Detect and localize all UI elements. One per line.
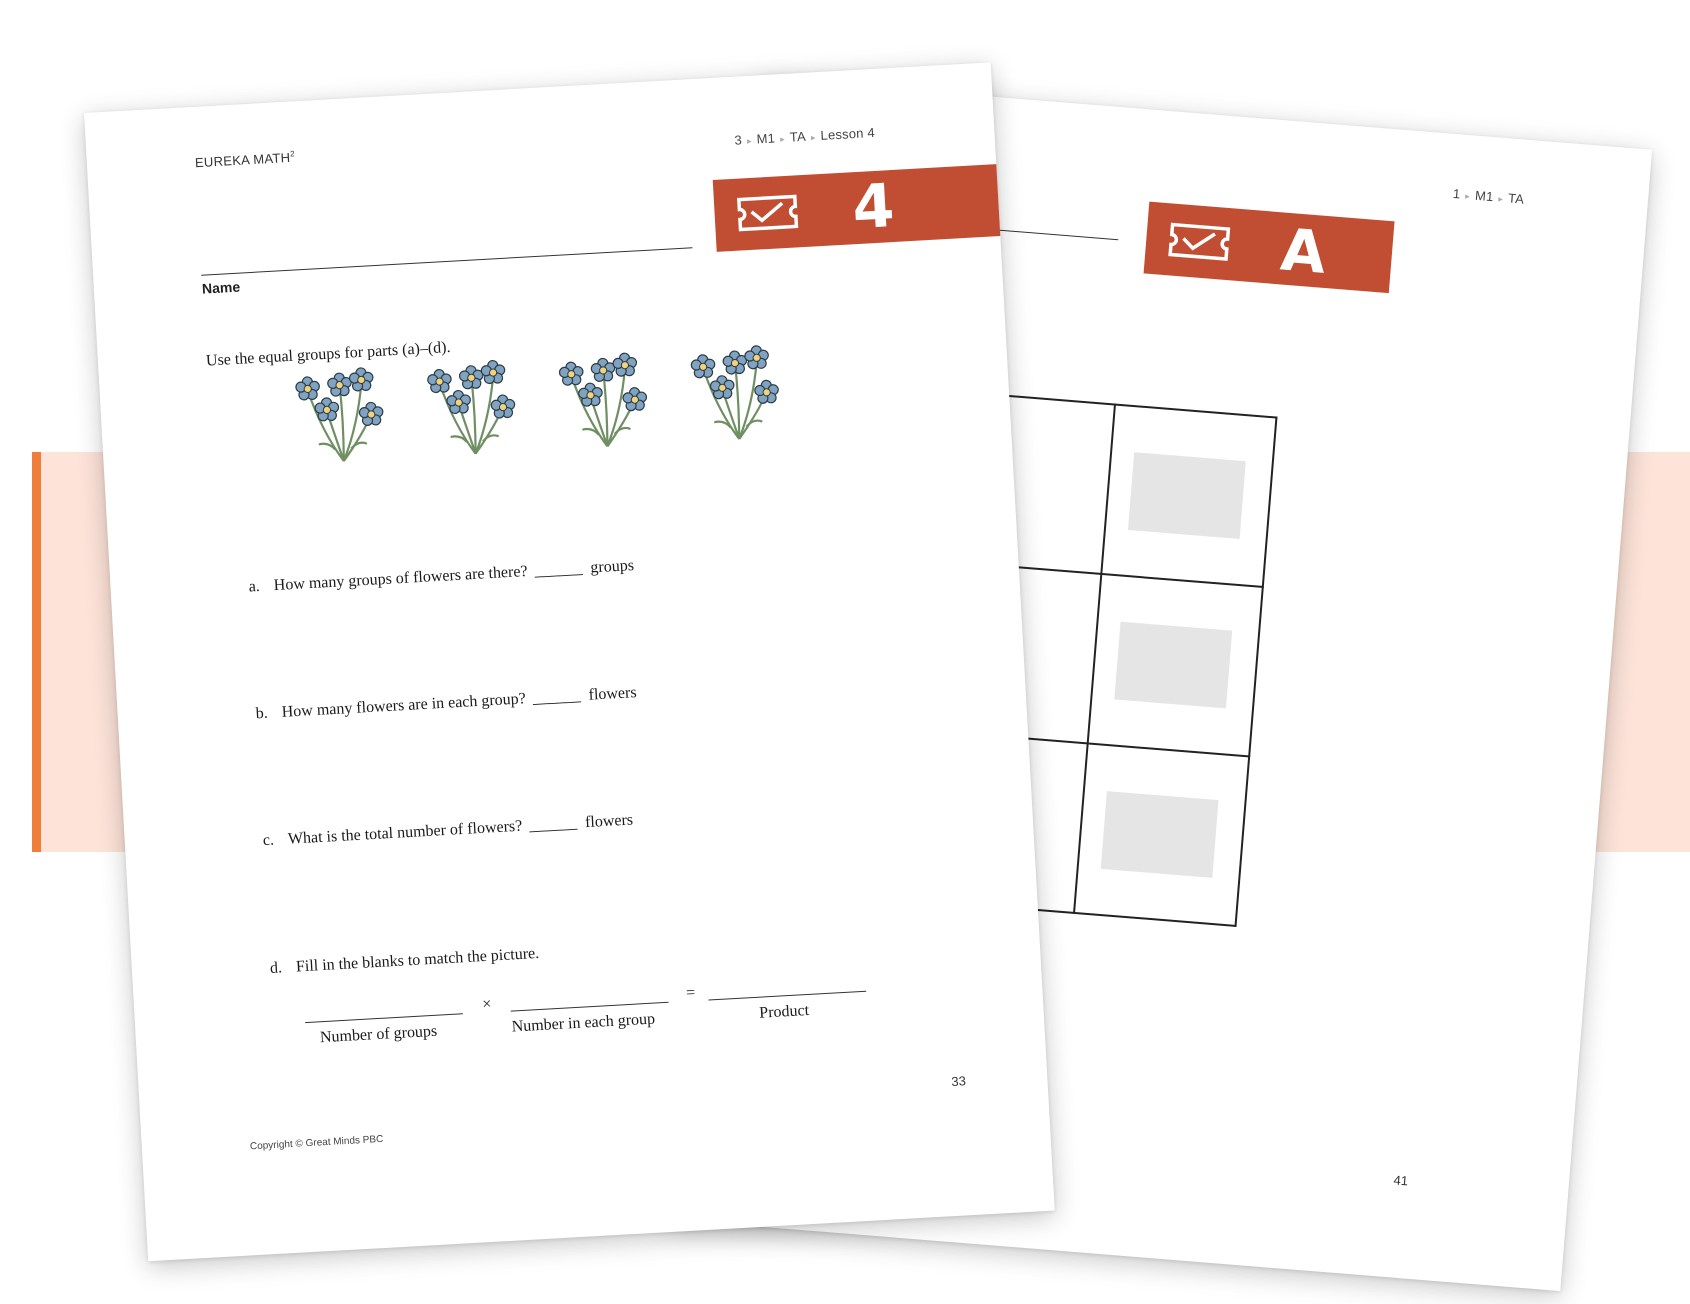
front-breadcrumb-lesson: Lesson 4 (820, 124, 876, 143)
answer-blank[interactable]: ______ (532, 687, 582, 707)
question-letter: a. (248, 577, 261, 596)
times-symbol: × (481, 995, 492, 1014)
ticket-icon (736, 193, 800, 232)
question-text: How many groups of flowers are there? (273, 562, 529, 595)
breadcrumb-arrow-icon: ▸ (746, 135, 753, 147)
brand-logo (195, 149, 296, 170)
front-banner (713, 164, 1001, 252)
number-in-each-group-label: Number in each group (511, 1010, 656, 1036)
front-worksheet-page (84, 62, 1055, 1261)
answer-blank[interactable]: ______ (528, 814, 578, 835)
question-letter: d. (269, 959, 283, 977)
back-breadcrumb (1452, 186, 1524, 207)
name-label: Name (201, 278, 241, 297)
number-of-groups-label: Number of groups (319, 1022, 438, 1047)
breadcrumb-arrow-icon: ▸ (810, 132, 816, 143)
background-band-accent (32, 452, 41, 852)
front-breadcrumb-module: M1 (756, 130, 776, 147)
answer-cell (1074, 743, 1249, 925)
number-of-groups-blank[interactable] (305, 1013, 463, 1023)
front-page-number: 33 (951, 1073, 967, 1090)
front-breadcrumb-grade: 3 (734, 132, 743, 148)
back-breadcrumb-module: M1 (1474, 187, 1495, 205)
back-banner (1144, 202, 1395, 293)
front-breadcrumb-topic: TA (789, 128, 807, 145)
question-a (248, 557, 634, 597)
multiplication-equation (304, 971, 866, 1062)
product-label: Product (758, 1001, 810, 1022)
product-blank[interactable] (708, 991, 866, 1001)
question-letter: c. (262, 831, 275, 850)
answer-unit: flowers (584, 811, 634, 832)
answer-unit: groups (589, 557, 635, 577)
answer-cell (1101, 405, 1276, 587)
question-b (255, 684, 637, 723)
brand-name: EUREKA MATH (194, 149, 291, 171)
question-text: How many flowers are in each group? (281, 690, 527, 721)
breadcrumb-arrow-icon: ▸ (1497, 193, 1504, 204)
back-page-number: 41 (1393, 1172, 1409, 1189)
answer-box[interactable] (1101, 791, 1219, 878)
answer-cell (1088, 574, 1263, 756)
question-c (262, 811, 633, 850)
instruction-text: Use the equal groups for parts (a)–(d). (205, 338, 451, 370)
answer-unit: flowers (588, 684, 638, 704)
equals-symbol: = (685, 984, 696, 1002)
answer-box[interactable] (1114, 622, 1232, 709)
back-breadcrumb-level: 1 (1452, 185, 1461, 202)
ticket-icon (1167, 221, 1232, 262)
answer-blank[interactable]: ______ (534, 559, 583, 580)
question-text: What is the total number of flowers? (287, 817, 523, 848)
copyright-text: Copyright © Great Minds PBC (249, 1133, 384, 1153)
brand-superscript: 2 (289, 149, 296, 159)
breadcrumb-arrow-icon: ▸ (1464, 190, 1471, 202)
breadcrumb-arrow-icon: ▸ (779, 133, 786, 145)
front-banner-number: 4 (850, 170, 897, 244)
back-breadcrumb-topic: TA (1507, 190, 1525, 207)
name-line[interactable] (201, 247, 692, 275)
question-d (270, 945, 540, 978)
back-banner-letter: A (1278, 215, 1329, 287)
answer-box[interactable] (1128, 452, 1246, 539)
question-letter: b. (255, 704, 269, 723)
question-text: Fill in the blanks to match the picture. (295, 944, 540, 976)
front-breadcrumb (734, 125, 875, 148)
